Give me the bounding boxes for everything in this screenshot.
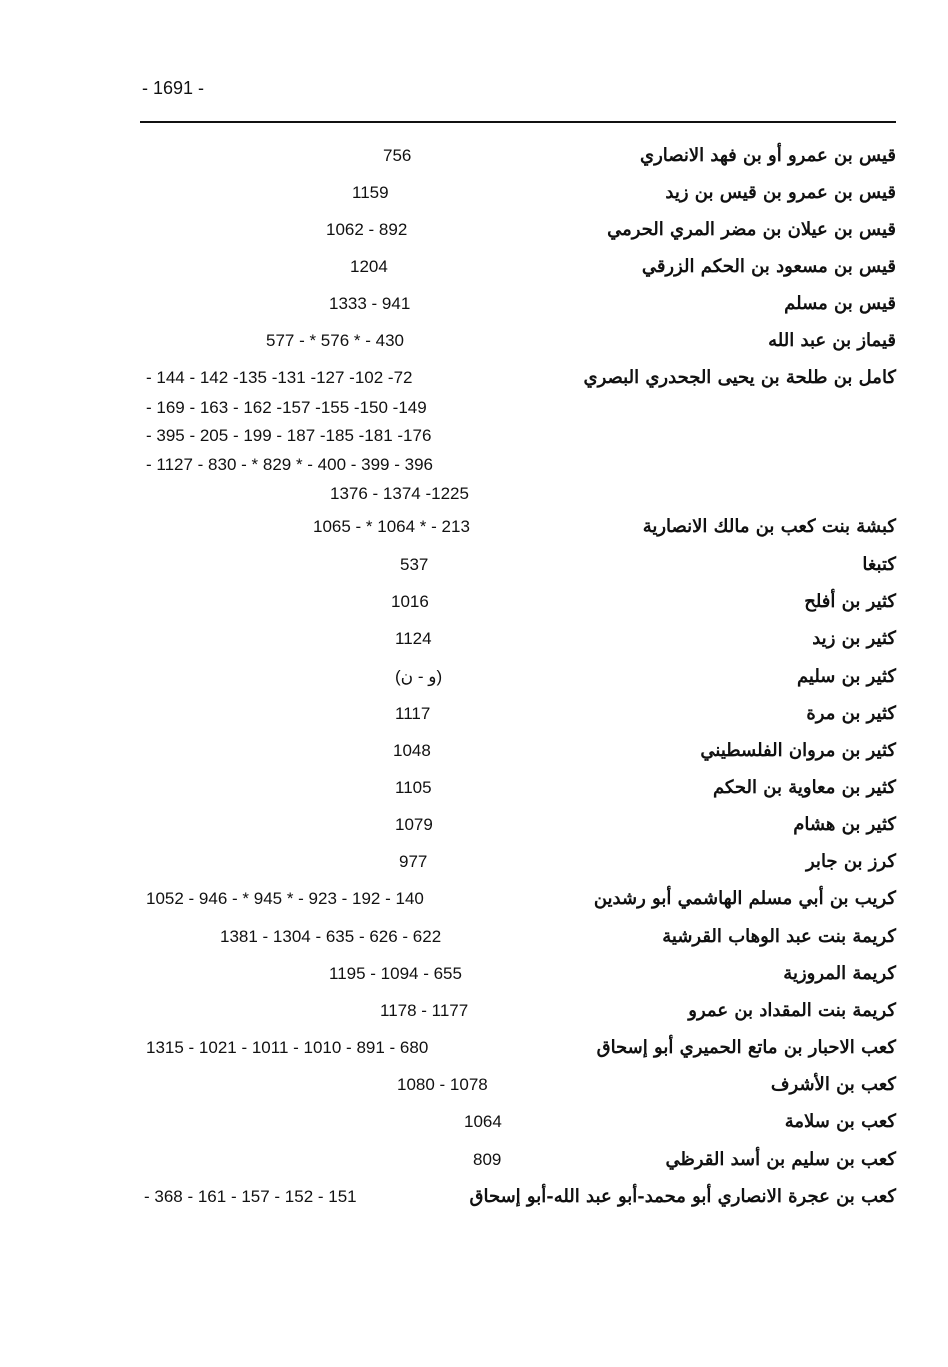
entry-refs: 1065 - * 1064 * - 213 [313,517,470,536]
entry-name: كثير بن أفلح [804,591,896,612]
entry-name: قيس بن مسعود بن الحكم الزرقي [641,256,896,277]
header-rule [140,121,896,123]
entry-refs: 1124 [395,629,432,648]
entry-refs: 1315 - 1021 - 1011 - 1010 - 891 - 680 [146,1038,429,1057]
entry-refs: 1062 - 892 [326,220,408,239]
entry-refs: 1195 - 1094 - 655 [329,964,462,983]
entry-name: قيماز بن عبد الله [768,330,896,351]
entry-name: كعب بن سلامة [784,1111,896,1132]
entry-name: كعب الاحبار بن ماتع الحميري أبو إسحاق [596,1037,896,1058]
entry-name: قيس بن عمرو أو بن فهد الانصاري [640,145,896,166]
entry-refs: 577 - * 576 * - 430 [266,331,404,350]
entry-name: كثير بن زيد [812,628,896,649]
entry-name: كثير بن معاوية بن الحكم [712,777,896,798]
entry-name: كعب بن عجرة الانصاري أبو محمد-أبو عبد الله-أبو إسحاق [469,1186,896,1207]
entry-name: كريمة بنت عبد الوهاب القرشية [662,926,896,947]
entry-refs: 1333 - 941 [329,294,411,313]
entry-refs: (و - ن) [395,667,443,686]
entry-refs: 1204 [350,257,388,276]
entry-name: كثير بن سليم [796,666,896,687]
entry-refs: 1016 [391,592,429,611]
entry-refs: 1159 [352,183,389,202]
entry-name: قيس بن مسلم [784,293,896,314]
entry-refs: - 1127 - 830 - * 829 * - 400 - 399 - 396 [146,455,433,474]
entry-name: كامل بن طلحة بن يحيى الجحدري البصري [583,367,896,388]
page-number: - 1691 - [142,78,205,98]
entry-refs: 1381 - 1304 - 635 - 626 - 622 [220,927,442,946]
entry-refs: 1048 [393,741,431,760]
entry-refs: 1079 [395,815,433,834]
entry-name: قيس بن عيلان بن مضر المري الحرمي [607,219,896,240]
entry-refs: - 144 - 142 -135 -131 -127 -102 -72 [146,368,413,387]
entry-name: كريب بن أبي مسلم الهاشمي أبو رشدين [593,888,896,909]
entry-refs: - 169 - 163 - 162 -157 -155 -150 -149 [146,398,427,417]
entry-refs: 537 [400,555,429,574]
entry-refs: 1178 - 1177 [380,1001,469,1020]
entry-refs: 756 [383,146,412,165]
entry-refs: - 368 - 161 - 157 - 152 - 151 [144,1187,357,1206]
entry-refs: 1080 - 1078 [397,1075,488,1094]
entry-refs: - 395 - 205 - 199 - 187 -185 -181 -176 [146,426,432,445]
entry-name: كثير بن هشام [793,814,896,835]
entry-name: كريمة المروزية [783,963,896,984]
entry-refs: 1105 [395,778,432,797]
entry-name: كثير بن مرة [806,703,896,724]
entry-name: كتبغا [862,554,896,575]
entry-refs: 1052 - 946 - * 945 * - 923 - 192 - 140 [146,889,424,908]
entry-refs: 1064 [464,1112,502,1131]
entry-name: كعب بن سليم بن أسد القرظي [665,1149,896,1170]
entry-name: كرز بن جابر [806,851,896,872]
entry-name: كثير بن مروان الفلسطيني [700,740,896,761]
entry-name: كبشة بنت كعب بن مالك الانصارية [642,516,896,537]
entry-name: قيس بن عمرو بن قيس بن زيد [665,182,896,203]
entry-refs: 1117 [395,704,431,723]
entry-name: كريمة بنت المقداد بن عمرو [688,1000,896,1021]
entry-name: كعب بن الأشرف [770,1074,896,1095]
entry-refs: 1376 - 1374 -1225 [330,484,469,503]
entry-refs: 809 [473,1150,502,1169]
entry-refs: 977 [399,852,428,871]
